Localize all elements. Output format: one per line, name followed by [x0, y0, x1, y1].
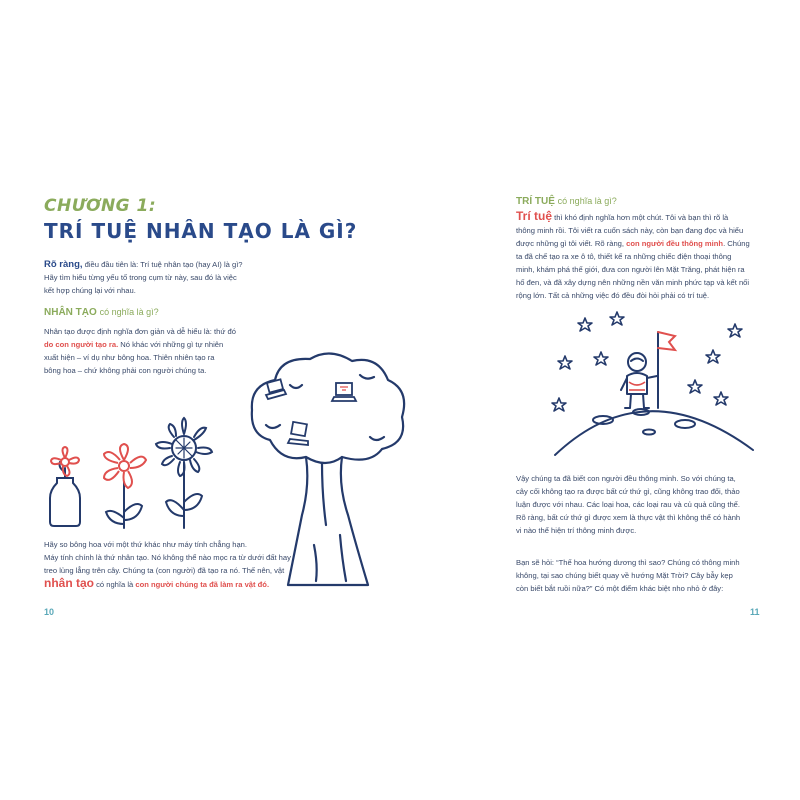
section-heading-text: NHÂN TẠO	[44, 307, 97, 318]
page-number-left: 10	[44, 607, 55, 617]
vase-flower-icon	[50, 462, 80, 526]
section-line2: Nó khác với những gì tự nhiên	[118, 340, 224, 349]
intro-line2: Hãy tìm hiểu từng yếu tố trong cụm từ này, sau đó là việc	[44, 273, 237, 282]
intro-lead: Rõ ràng,	[44, 259, 83, 270]
star-icons	[552, 312, 742, 411]
bottom-line2: Máy tính chính là thứ nhân tạo. Nó không thể nào mọc ra từ dưới đất hay	[44, 553, 291, 562]
section-heading-sub: có nghĩa là gì?	[99, 307, 159, 317]
section-line4: bông hoa – chứ không phải con người chúng ta.	[44, 366, 207, 375]
section-line3: xuất hiện – ví dụ như bông hoa. Thiên nhiên tạo ra	[44, 353, 215, 362]
right-mid-line2: cây cối không tạo ra được bất cứ thứ gì, cũng không trao đổi, thảo	[516, 487, 740, 496]
right-mid-line5: vi nào thể hiện trí thông minh được.	[516, 526, 637, 535]
bottom-line4-mid: có nghĩa là	[94, 580, 136, 589]
right-mid-line4: Rõ ràng, bất cứ thứ gì được xem là thực vật thì không thể có hành	[516, 513, 741, 522]
right-top-paragraph	[516, 210, 776, 302]
right-top-line5: minh, khám phá thế giới, đưa con người lên Mặt Trăng, phát hiện ra	[516, 265, 745, 274]
right-top-line4: ta đã chế tạo ra xe ô tô, thiết kế ra những chiếc điện thoại thông	[516, 252, 732, 261]
section-line1: Nhân tạo được định nghĩa đơn giản và dễ hiểu là: thứ đó	[44, 327, 236, 336]
right-bottom-paragraph	[516, 556, 781, 595]
intro-paragraph	[44, 258, 384, 297]
tree-canopy-icon	[252, 353, 404, 463]
right-bottom-line2: không, tại sao chúng biết quay về hướng Mặt Trời? Cây bẫy kẹp	[516, 571, 733, 580]
bottom-line3: treo lủng lẳng trên cây. Chúng ta (con người) đã tạo ra nó. Thế nên, vật	[44, 566, 285, 575]
section-heading-nhan-tao	[44, 307, 159, 318]
bottom-line1: Hãy so bông hoa với một thứ khác như máy tính chẳng hạn.	[44, 540, 247, 549]
heading-tri-tue: TRÍ TUỆ	[516, 196, 555, 207]
intro-line1: điều đầu tiên là: Trí tuệ nhân tạo (hay AI) là gì?	[82, 260, 243, 269]
right-top-line3b: . Chúng	[723, 239, 750, 248]
right-mid-line3: luận được với nhau. Các loại hoa, các loại rau và củ quả cũng thế.	[516, 500, 741, 509]
right-top-line2: thông minh rồi. Tôi viết ra cuốn sách này, còn bạn đang đọc và hiểu	[516, 226, 744, 235]
chapter-title: TRÍ TUỆ NHÂN TẠO LÀ GÌ?	[44, 219, 358, 243]
flower-stem-icon	[106, 482, 142, 528]
astronaut-icon	[621, 353, 657, 408]
right-page	[400, 0, 800, 800]
section-heading-tri-tue	[516, 196, 617, 207]
intro-line3: kết hợp chúng lại với nhau.	[44, 286, 136, 295]
right-middle-paragraph	[516, 472, 781, 537]
chapter-label: CHƯƠNG 1:	[44, 196, 157, 216]
right-mid-line1: Vậy chúng ta đã biết con người đều thông minh. So với chúng ta,	[516, 474, 736, 483]
sunflower-icon	[156, 418, 212, 528]
right-top-line6: hố đen, và đã xây dựng nên những nền văn minh phức tạp và kết nối	[516, 278, 750, 287]
astronaut-moon-illustration	[545, 310, 785, 460]
right-top-line3-red: con người đều thông minh	[626, 239, 724, 248]
right-bottom-line3: còn biết bắt ruồi nữa?” Có một điểm khác biệt nho nhỏ ở đây:	[516, 584, 724, 593]
right-top-line3a: được những gì tôi viết. Rõ ràng,	[516, 239, 627, 248]
moon-icon	[555, 409, 753, 455]
heading-tri-tue-sub: có nghĩa là gì?	[557, 196, 617, 206]
section-highlight: do con người tạo ra.	[44, 340, 119, 349]
laptop-icons	[266, 379, 356, 445]
right-bottom-line1: Bạn sẽ hỏi: “Thế hoa hướng dương thì sao? Chúng có thông minh	[516, 558, 740, 567]
tri-tue-highlight: Trí tuệ	[516, 209, 553, 223]
bottom-nhan-tao: nhân tạo	[44, 576, 94, 590]
flower-bloom-icon	[104, 444, 146, 488]
right-top-line1: thì khó định nghĩa hơn một chút. Tôi và bạn thì rõ là	[552, 213, 729, 222]
right-top-line7: rộng lớn. Tất cả những việc đó đều đòi hỏi phải có trí tuệ.	[516, 291, 710, 300]
page-number-right: 11	[750, 607, 760, 617]
bottom-highlight: con người chúng ta đã làm ra vật đó.	[135, 580, 270, 589]
bottom-paragraph	[44, 538, 384, 591]
flag-icon	[658, 332, 675, 408]
